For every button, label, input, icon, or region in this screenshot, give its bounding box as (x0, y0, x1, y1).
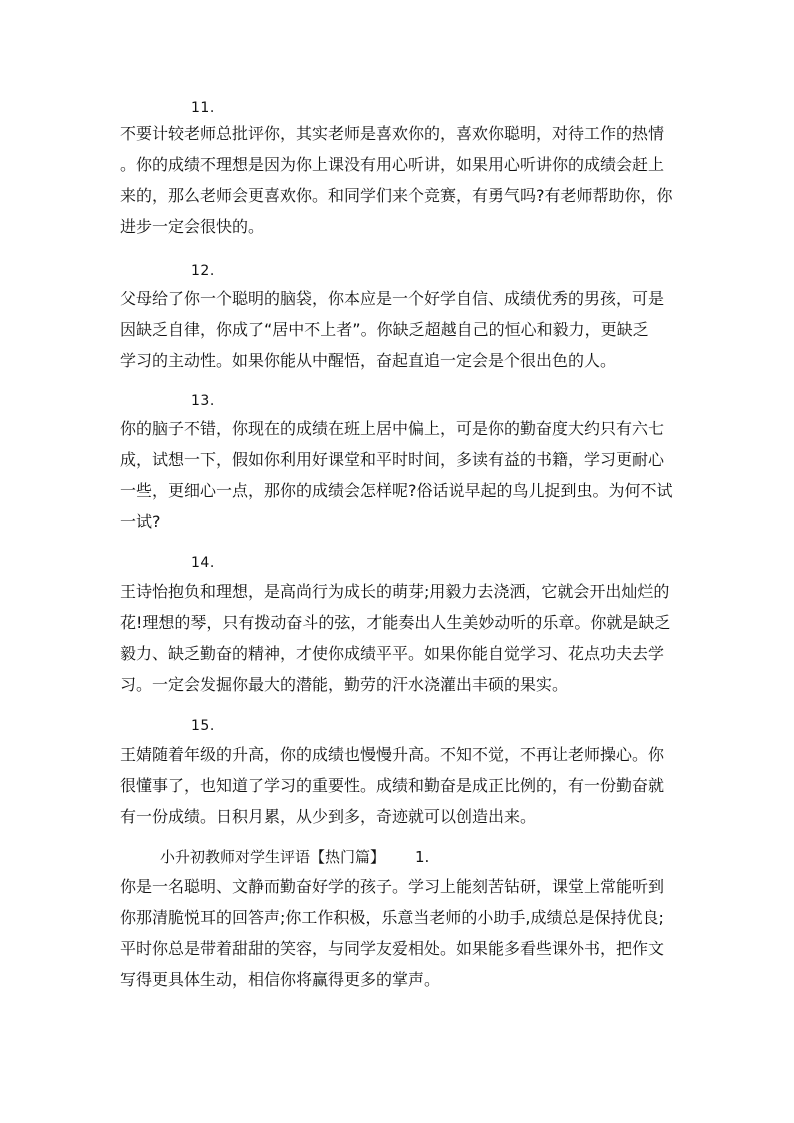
entry-paragraph (120, 118, 680, 242)
paragraph-line: 有一份成绩。日积月累，从少到多，奇迹就可以创造出来。 (120, 807, 537, 826)
paragraph-line: 写得更具体生动，相信你将赢得更多的掌声。 (120, 970, 441, 989)
paragraph-line: 毅力、缺乏勤奋的精神，才使你成绩平平。如果你能自觉学习、花点功夫去学 (120, 644, 665, 663)
paragraph-line: 很懂事了，也知道了学习的重要性。成绩和勤奋是成正比例的，有一份勤奋就 (120, 776, 665, 795)
entry-number: 14. (191, 555, 215, 571)
paragraph-line: 成，试想一下，假如你利用好课堂和平时时间，多读有益的书籍，学习更耐心 (120, 450, 665, 469)
paragraph-line: 王婧随着年级的升高，你的成绩也慢慢升高。不知不觉，不再让老师操心。你 (120, 745, 665, 764)
entry-number: 1. (415, 848, 430, 866)
entry-number: 13. (191, 393, 215, 409)
paragraph-line: 你的脑子不错，你现在的成绩在班上居中偏上，可是你的勤奋度大约只有六七 (120, 419, 665, 438)
paragraph-line: 花!理想的琴，只有拨动奋斗的弦，才能奏出人生美妙动听的乐章。你就是缺乏 (120, 613, 671, 632)
entry-number: 12. (191, 263, 215, 279)
paragraph-line: 来的，那么老师会更喜欢你。和同学们来个竞赛，有勇气吗?有老师帮助你，你 (120, 186, 673, 205)
entry-paragraph (120, 739, 680, 832)
entry-paragraph (120, 413, 680, 537)
entry-paragraph (120, 576, 680, 700)
paragraph-line: 进步一定会很快的。 (120, 217, 265, 236)
entry-number: 11. (191, 100, 215, 116)
paragraph-line: 父母给了你一个聪明的脑袋，你本应是一个好学自信、成绩优秀的男孩，可是 (120, 289, 665, 308)
paragraph-line: 王诗怡抱负和理想，是高尚行为成长的萌芽;用毅力去浇洒，它就会开出灿烂的 (120, 582, 670, 601)
paragraph-line: 一试? (120, 512, 161, 531)
entry-number: 15. (191, 718, 215, 734)
paragraph-line: 不要计较老师总批评你，其实老师是喜欢你的，喜欢你聪明，对待工作的热情 (120, 124, 665, 143)
paragraph-line: 平时你总是带着甜甜的笑容，与同学友爱相处。如果能多看些课外书，把作文 (120, 939, 665, 958)
paragraph-line: 一些，更细心一点，那你的成绩会怎样呢?俗话说早起的鸟儿捉到虫。为何不试 (120, 481, 673, 500)
paragraph-line: 学习的主动性。如果你能从中醒悟，奋起直追一定会是个很出色的人。 (120, 351, 617, 370)
paragraph-line: 因缺乏自律，你成了“居中不上者”。你缺乏超越自己的恒心和毅力，更缺乏 (120, 320, 649, 339)
section-heading (160, 844, 429, 870)
paragraph-line: 。你的成绩不理想是因为你上课没有用心听讲，如果用心听讲你的成绩会赶上 (120, 155, 665, 174)
paragraph-line: 你那清脆悦耳的回答声;你工作积极，乐意当老师的小助手,成绩总是保持优良; (120, 908, 664, 927)
entry-paragraph (120, 871, 680, 995)
paragraph-line: 你是一名聪明、文静而勤奋好学的孩子。学习上能刻苦钻研，课堂上常能听到 (120, 877, 665, 896)
section-title: 小升初教师对学生评语【热门篇】 (160, 848, 386, 866)
entry-paragraph (120, 283, 680, 376)
paragraph-line: 习。一定会发掘你最大的潜能，勤劳的汗水浇灌出丰硕的果实。 (120, 675, 569, 694)
